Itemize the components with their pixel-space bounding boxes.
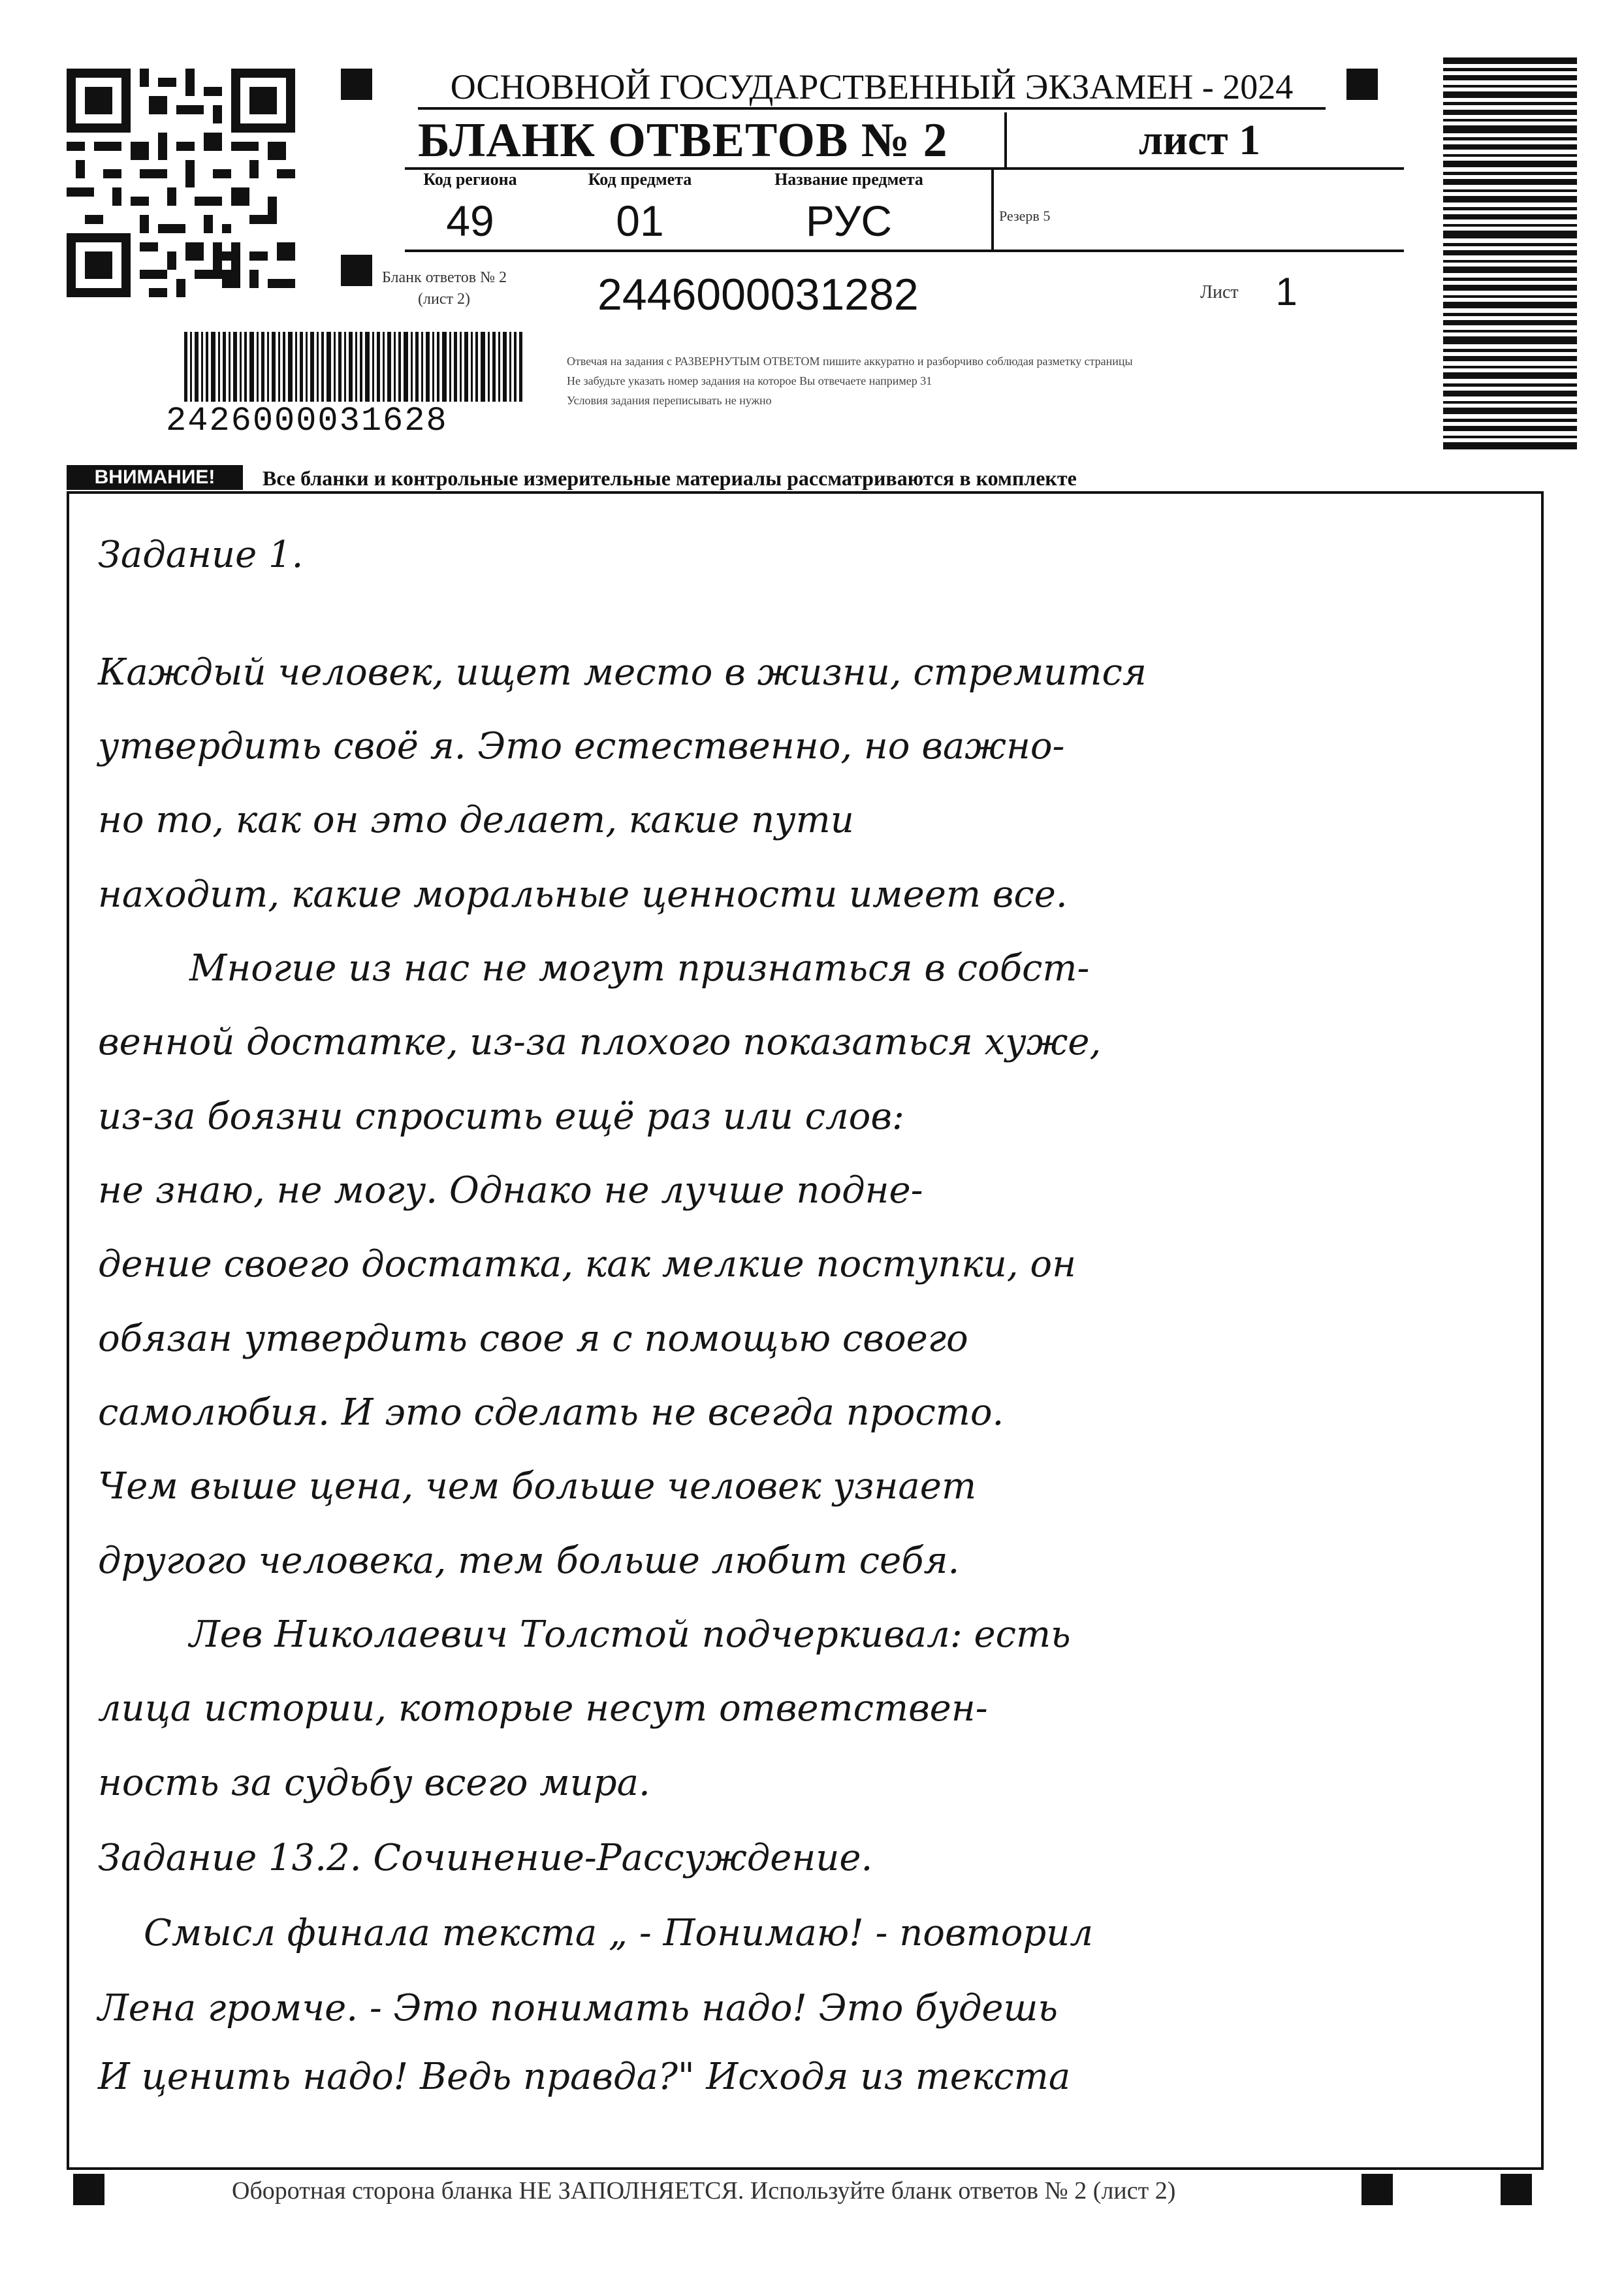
answer-line: Многие из нас не могут признаться в собст-	[189, 947, 1090, 990]
answer-line: находит, какие моральные ценности имеет все.	[98, 873, 1068, 916]
answer-line: другого человека, тем больше любит себя.	[98, 1540, 960, 1582]
instruction-notice	[567, 351, 1396, 410]
registration-marker-mid-left	[341, 255, 372, 286]
answer-line: ность за судьбу всего мира.	[98, 1762, 650, 1804]
answer-line: не знаю, не могу. Однако не лучше подне-	[98, 1169, 923, 1212]
qr-code	[67, 69, 295, 297]
answer-line: дение своего достатка, как мелкие поступки, он	[98, 1243, 1076, 1285]
subject-code-label: Код предмета	[588, 170, 692, 189]
registration-marker-top-right	[1346, 69, 1378, 100]
answer-line: самолюбия. И это сделать не всегда просто.	[98, 1391, 1004, 1434]
attention-badge: ВНИМАНИЕ!	[67, 465, 243, 490]
registration-marker-bottom-left	[73, 2174, 104, 2205]
answer-line: из-за боязни спросить ещё раз или слов:	[98, 1095, 904, 1138]
registration-marker-bottom-right-1	[1361, 2174, 1393, 2205]
registration-marker-bottom-right-2	[1501, 2174, 1532, 2205]
form-title: БЛАНК ОТВЕТОВ № 2	[418, 114, 948, 167]
attention-bar	[67, 465, 1193, 491]
answer-line: утвердить своё я. Это естественно, но важно-	[98, 725, 1065, 767]
answer-form-label-line2: (лист 2)	[418, 291, 470, 308]
form-number: 2446000031282	[597, 270, 919, 319]
sheet-label: лист 1	[1004, 112, 1392, 169]
barcode-vertical	[1443, 57, 1577, 449]
answer-line: Каждый человек, ищет место в жизни, стремится	[98, 651, 1147, 694]
header-column-divider	[991, 169, 994, 251]
attention-text: Все бланки и контрольные измерительные материалы рассматриваются в комплекте	[263, 466, 1077, 490]
notice-line-3: Условия задания переписывать не нужно	[567, 394, 772, 407]
answer-line: Задание 13.2. Сочинение-Рассуждение.	[98, 1837, 873, 1879]
footer-note: Оборотная сторона бланка НЕ ЗАПОЛНЯЕТСЯ. Используйте бланк ответов № 2 (лист 2)	[232, 2177, 1176, 2205]
answer-line: Лев Николаевич Толстой подчеркивал: есть	[189, 1613, 1071, 1656]
answer-line: Чем выше цена, чем больше человек узнает	[98, 1465, 977, 1508]
subject-code-value: 01	[616, 197, 664, 245]
subject-name-label: Название предмета	[774, 170, 923, 189]
answer-line: обязан утвердить свое я с помощью своего	[98, 1317, 968, 1360]
reserve-label: Резерв 5	[999, 208, 1051, 224]
answer-form-label-line1: Бланк ответов № 2	[382, 269, 507, 286]
sheet-word: Лист	[1200, 282, 1239, 302]
answer-line: Задание 1.	[98, 534, 304, 576]
region-code-label: Код региона	[423, 170, 517, 189]
barcode-number: 2426000031628	[163, 402, 547, 440]
answer-line: Смысл финала текста „ - Понимаю! - повторил	[144, 1912, 1094, 1954]
answer-line: венной достатке, из-за плохого показаться хуже,	[98, 1021, 1102, 1063]
notice-line-2: Не забудьте указать номер задания на которое Вы отвечаете например 31	[567, 374, 932, 387]
subject-name-value: РУС	[805, 197, 893, 245]
exam-title: ОСНОВНОЙ ГОСУДАРСТВЕННЫЙ ЭКЗАМЕН - 2024	[418, 67, 1326, 110]
region-code-value: 49	[446, 197, 494, 245]
header-divider-lower	[405, 250, 1404, 252]
answer-line: но то, как он это делает, какие пути	[98, 799, 854, 841]
answer-line: лица истории, которые несут ответствен-	[98, 1687, 988, 1730]
answer-line: Лена громче. - Это понимать надо! Это будешь	[98, 1987, 1059, 2029]
answer-line: И ценить надо! Ведь правда?" Исходя из текста	[98, 2056, 1071, 2098]
notice-line-1: Отвечая на задания с РАЗВЕРНУТЫМ ОТВЕТОМ пишите аккуратно и разборчиво соблюдая разметку страницы	[567, 355, 1133, 368]
sheet-number: 1	[1275, 270, 1298, 314]
registration-marker-top-left	[341, 69, 372, 100]
